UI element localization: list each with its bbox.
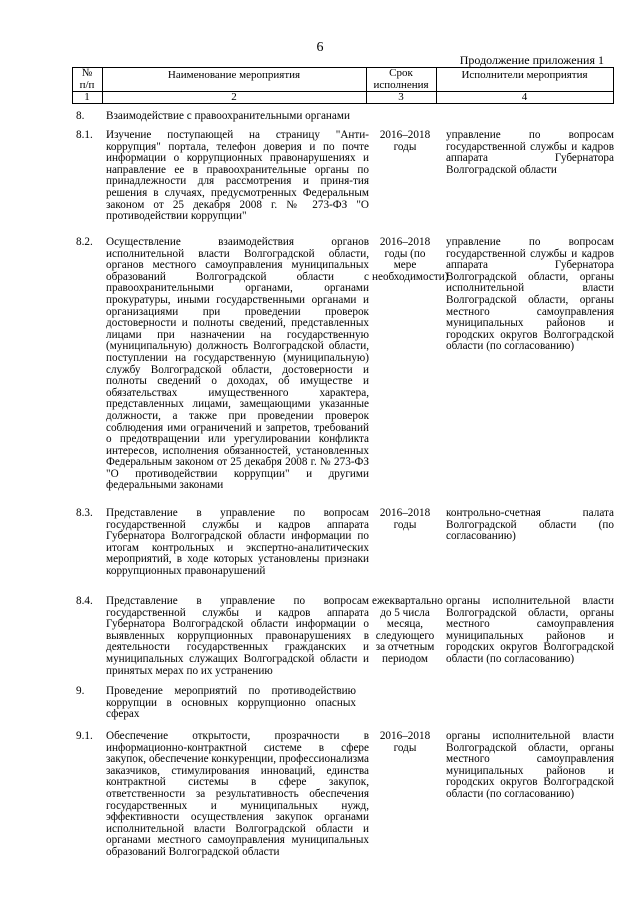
- activity-name: Представление в управление по вопросам государственной службы и кадров аппарата Губернатора Волгоградской области информации о выявленных коррупционных правонарушениях в деятельности государственных гражданских и муниципальных служащих Волгоградской области и принятых мерах по их устранению: [106, 595, 369, 677]
- activity-executor: управление по вопросам государственной службы и кадров аппарата Губернатора Волгоградской области: [446, 129, 614, 176]
- row-number: 9.: [76, 685, 85, 697]
- activity-executor: органы исполнительной власти Волгоградской области, органы местного самоуправления муниципальных районов и городских округов Волгоградской области (по согласованию): [446, 730, 614, 800]
- row-number: 8.: [76, 110, 85, 122]
- activity-name: Представление в управление по вопросам государственной службы и кадров аппарата Губернатора Волгоградской области информации по итогам контрольных и экспертно-аналитических мероприятий, в ходе которых установлены признаки коррупционных правонарушений: [106, 507, 369, 577]
- page-number: 6: [316, 40, 324, 55]
- activity-name: Осуществление взаимодействия органов исполнительной власти Волгоградской области, органов местного самоуправления муниципальных образований Волгоградской области с правоохранительными органами, органами прокуратуры, иными государственными органами и организациями при проведении проверок достоверности и полноты сведений, представленных лицами при назначении на государственную (муниципальную) должность Волгоградской области, поступлении на государственную (муниципальную) службу Волгоградской области, достоверности и полноты сведений о доходах, об имуществе и обязательствах имущественного характера, представленных лицами, замещающими указанные должности, а также при проведении проверок соблюдения ими ограничений и запретов, требований о предотвращении или урегулировании конфликта интересов, исполнения обязанностей, установленных Федеральным законом от 25 декабря 2008 г. № 273-ФЗ "О противодействии коррупции" и другими федеральными законами: [106, 236, 369, 492]
- section-title: Взаимодействие с правоохранительными органами: [106, 110, 350, 122]
- row-number: 8.2.: [76, 236, 93, 248]
- activity-term: ежеквартально до 5 числа месяца, следующего за отчетным периодом: [372, 595, 443, 665]
- header-index-3: 3: [398, 91, 404, 103]
- header-index-1: 1: [84, 91, 90, 103]
- continuation-label: Продолжение приложения 1: [459, 53, 604, 67]
- activity-term: 2016–2018 годы: [379, 129, 431, 153]
- activity-term: 2016–2018 годы: [379, 507, 431, 531]
- row-number: 8.1.: [76, 129, 93, 141]
- activity-executor: органы исполнительной власти Волгоградской области, органы местного самоуправления муниципальных районов и городских округов Волгоградской области (по согласованию): [446, 595, 614, 665]
- activity-term: 2016–2018 годы: [379, 730, 431, 754]
- header-index-2: 2: [231, 91, 237, 103]
- header-term: Срок исполнения: [373, 67, 429, 91]
- header-index-4: 4: [521, 91, 528, 103]
- row-number: 8.4.: [76, 595, 93, 607]
- section-title: Проведение мероприятий по противодействию коррупции в основных коррупционно опасных сферах: [106, 685, 356, 721]
- header-exec: Исполнители мероприятия: [461, 69, 588, 81]
- activity-name: Изучение поступающей на страницу "Анти-коррупция" портала, телефон доверия и по почте информации о коррупционных правонарушениях и направление ее в правоохранительные органы по принадлежности для рассмотрения и приня-тия решения в случаях, предусмотренных Федеральным законом от 25 декабря 2008 г. № 273-ФЗ "О противодействии коррупции": [106, 129, 369, 223]
- header-name: Наименование мероприятия: [167, 69, 301, 81]
- activity-executor: контрольно-счетная палата Волгоградской области (по согласованию): [446, 507, 614, 543]
- activity-name: Обеспечение открытости, прозрачности в информационно-контрактной системе в сфере закупок, обеспечение конкуренции, профессионализма заказчиков, стимулирования инноваций, единства контрактной системы в сфере закупок, ответственности за результативность обеспечения государственных и муниципальных нужд, эффективности осуществления закупок органами исполнительной власти Волгоградской области и органами местного самоуправления муниципальных образований Волгоградской области: [106, 730, 369, 858]
- table-header: [72, 67, 614, 103]
- row-number: 9.1.: [76, 730, 93, 742]
- activity-term: 2016–2018 годы (по мере необходимости): [372, 236, 449, 283]
- row-number: 8.3.: [76, 507, 93, 519]
- header-num: № п/п: [79, 67, 95, 91]
- activity-executor: управление по вопросам государственной службы и кадров аппарата Губернатора Волгоградской области, органы исполнительной власти Волгоградской области, органы местного самоуправления муниципальных районов и городских округов Волгоградской области (по согласованию): [446, 236, 614, 353]
